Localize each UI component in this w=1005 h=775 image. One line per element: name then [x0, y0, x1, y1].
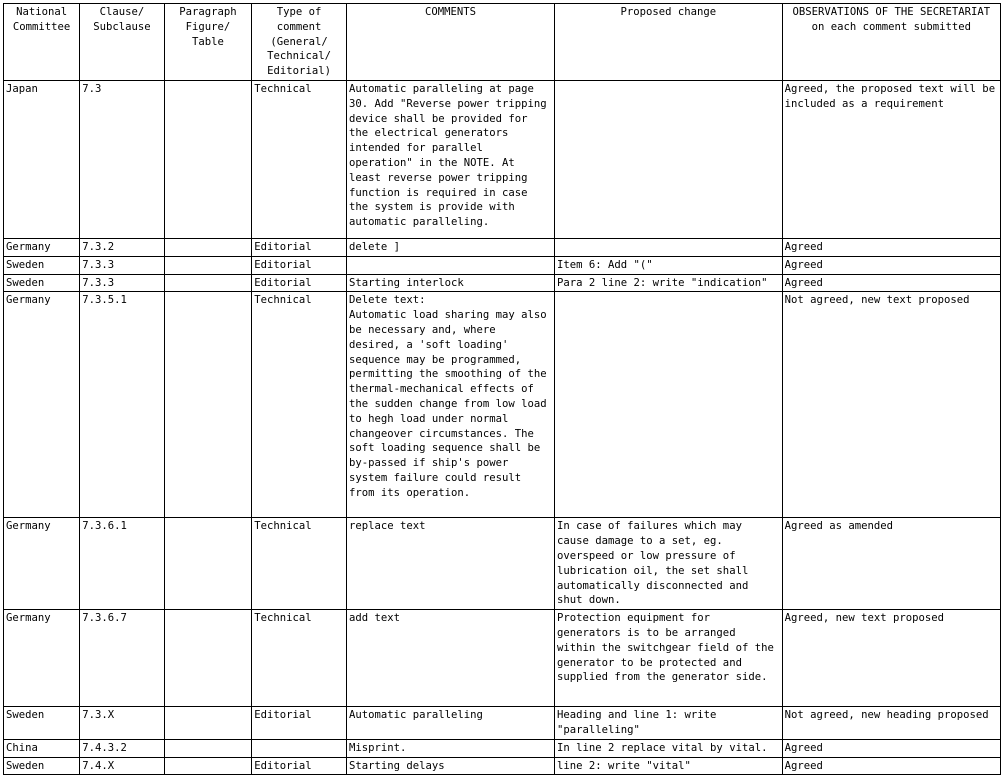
- table-row: [4, 256, 1001, 274]
- cell-paragraph: [164, 518, 252, 610]
- cell-observation: Agreed as amended: [782, 518, 1000, 610]
- cell-paragraph: [164, 80, 252, 238]
- cell-proposed: Para 2 line 2: write "indication": [554, 274, 782, 292]
- header-comments: COMMENTS: [346, 4, 554, 81]
- comments-table: [3, 3, 1001, 775]
- cell-clause: 7.3.5.1: [80, 292, 164, 518]
- cell-comment: Automatic paralleling at page 30. Add "Reverse power tripping device shall be provided for the electrical generators intended for parallel operation" in the NOTE. At least reverse power tripping function is required in case the system is provide with automatic paralleling.: [346, 80, 554, 238]
- cell-committee: Germany: [4, 238, 80, 256]
- cell-paragraph: [164, 238, 252, 256]
- cell-committee: Sweden: [4, 707, 80, 740]
- table-row: [4, 707, 1001, 740]
- cell-proposed: Item 6: Add "(": [554, 256, 782, 274]
- cell-type: Editorial: [252, 757, 347, 775]
- cell-type: Editorial: [252, 238, 347, 256]
- cell-observation: Agreed: [782, 238, 1000, 256]
- header-proposed-change: Proposed change: [554, 4, 782, 81]
- cell-clause: 7.3.2: [80, 238, 164, 256]
- header-clause: Clause/ Subclause: [80, 4, 164, 81]
- cell-paragraph: [164, 757, 252, 775]
- cell-committee: China: [4, 739, 80, 757]
- table-row: [4, 610, 1001, 707]
- cell-paragraph: [164, 292, 252, 518]
- header-national-committee: National Committee: [4, 4, 80, 81]
- cell-proposed: [554, 292, 782, 518]
- cell-type: Technical: [252, 80, 347, 238]
- table-row: [4, 238, 1001, 256]
- cell-committee: Sweden: [4, 274, 80, 292]
- cell-type: Technical: [252, 610, 347, 707]
- cell-committee: Sweden: [4, 256, 80, 274]
- cell-type: Technical: [252, 292, 347, 518]
- cell-committee: Japan: [4, 80, 80, 238]
- table-row: [4, 739, 1001, 757]
- cell-clause: 7.3.3: [80, 274, 164, 292]
- table-row: [4, 292, 1001, 518]
- cell-comment: Starting delays: [346, 757, 554, 775]
- cell-observation: Agreed: [782, 739, 1000, 757]
- cell-proposed: [554, 80, 782, 238]
- table-row: [4, 757, 1001, 775]
- cell-committee: Germany: [4, 518, 80, 610]
- cell-comment: Starting interlock: [346, 274, 554, 292]
- header-paragraph: Paragraph Figure/ Table: [164, 4, 252, 81]
- cell-clause: 7.3: [80, 80, 164, 238]
- cell-committee: Germany: [4, 292, 80, 518]
- cell-paragraph: [164, 256, 252, 274]
- cell-comment: Misprint.: [346, 739, 554, 757]
- cell-committee: Germany: [4, 610, 80, 707]
- cell-type: [252, 739, 347, 757]
- cell-clause: 7.3.X: [80, 707, 164, 740]
- cell-paragraph: [164, 707, 252, 740]
- cell-clause: 7.4.3.2: [80, 739, 164, 757]
- cell-paragraph: [164, 610, 252, 707]
- cell-proposed: line 2: write "vital": [554, 757, 782, 775]
- table-row: [4, 80, 1001, 238]
- cell-comment: Delete text: Automatic load sharing may also be necessary and, where desired, a 'soft loading' sequence may be programmed, permitting the smoothing of the thermal-mechanical effects of the sudden change from low load to hegh load under normal changeover circumstances. The soft loading sequence shall be by-passed if ship's power system failure could result from its operation.: [346, 292, 554, 518]
- header-observations: OBSERVATIONS OF THE SECRETARIAT on each comment submitted: [782, 4, 1000, 81]
- cell-proposed: Heading and line 1: write "paralleling": [554, 707, 782, 740]
- cell-comment: Automatic paralleling: [346, 707, 554, 740]
- cell-clause: 7.4.X: [80, 757, 164, 775]
- cell-observation: Not agreed, new heading proposed: [782, 707, 1000, 740]
- cell-observation: Agreed: [782, 757, 1000, 775]
- cell-comment: delete ]: [346, 238, 554, 256]
- cell-proposed: Protection equipment for generators is to be arranged within the switchgear field of the generator to be protected and supplied from the generator side.: [554, 610, 782, 707]
- table-row: [4, 518, 1001, 610]
- cell-observation: Agreed: [782, 274, 1000, 292]
- cell-proposed: In case of failures which may cause damage to a set, eg. overspeed or low pressure of lubrication oil, the set shall automatically disconnected and shut down.: [554, 518, 782, 610]
- cell-proposed: [554, 238, 782, 256]
- cell-clause: 7.3.6.1: [80, 518, 164, 610]
- cell-observation: Agreed, the proposed text will be included as a requirement: [782, 80, 1000, 238]
- cell-type: Technical: [252, 518, 347, 610]
- cell-comment: replace text: [346, 518, 554, 610]
- cell-observation: Not agreed, new text proposed: [782, 292, 1000, 518]
- cell-proposed: In line 2 replace vital by vital.: [554, 739, 782, 757]
- header-type: Type of comment (General/ Technical/ Editorial): [252, 4, 347, 81]
- cell-committee: Sweden: [4, 757, 80, 775]
- cell-observation: Agreed, new text proposed: [782, 610, 1000, 707]
- cell-type: Editorial: [252, 707, 347, 740]
- header-row: [4, 4, 1001, 81]
- table-row: [4, 274, 1001, 292]
- cell-type: Editorial: [252, 256, 347, 274]
- cell-paragraph: [164, 274, 252, 292]
- cell-type: Editorial: [252, 274, 347, 292]
- cell-clause: 7.3.3: [80, 256, 164, 274]
- cell-paragraph: [164, 739, 252, 757]
- cell-observation: Agreed: [782, 256, 1000, 274]
- cell-comment: [346, 256, 554, 274]
- cell-comment: add text: [346, 610, 554, 707]
- cell-clause: 7.3.6.7: [80, 610, 164, 707]
